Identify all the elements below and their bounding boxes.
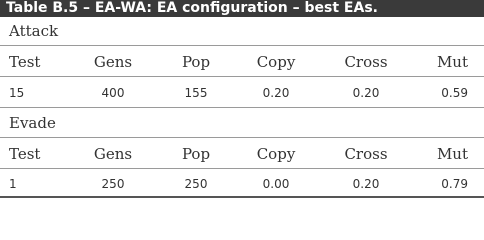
divider — [0, 45, 484, 46]
header-test: Test — [9, 53, 41, 71]
cell-gens: 250 — [101, 177, 125, 191]
cell-cross: 0.20 — [352, 86, 380, 100]
table-bottom-rule — [0, 196, 484, 198]
header-gens: Gens — [93, 145, 133, 163]
table-title: Table B.5 – EA-WA: EA configuration – best EAs. — [0, 0, 484, 17]
cell-mut: 0.79 — [441, 177, 468, 191]
cell-test: 1 — [9, 177, 17, 191]
cell-pop: 250 — [184, 177, 208, 191]
cell-copy: 0.20 — [262, 86, 290, 100]
cell-pop: 155 — [184, 86, 208, 100]
cell-cross: 0.20 — [352, 177, 380, 191]
divider — [0, 107, 484, 108]
cell-mut: 0.59 — [441, 86, 468, 100]
header-cross: Cross — [344, 53, 388, 71]
cell-copy: 0.00 — [262, 177, 290, 191]
cell-gens: 400 — [101, 86, 125, 100]
divider — [0, 76, 484, 77]
section-label-attack: Attack — [9, 22, 59, 40]
header-pop: Pop — [181, 53, 211, 71]
section-label-evade: Evade — [9, 114, 56, 132]
cell-test: 15 — [9, 86, 25, 100]
header-copy: Copy — [256, 53, 296, 71]
divider — [0, 168, 484, 169]
header-mut: Mut — [436, 53, 468, 71]
header-mut: Mut — [436, 145, 468, 163]
header-test: Test — [9, 145, 41, 163]
header-pop: Pop — [181, 145, 211, 163]
header-cross: Cross — [344, 145, 388, 163]
divider — [0, 137, 484, 138]
header-copy: Copy — [256, 145, 296, 163]
header-gens: Gens — [93, 53, 133, 71]
